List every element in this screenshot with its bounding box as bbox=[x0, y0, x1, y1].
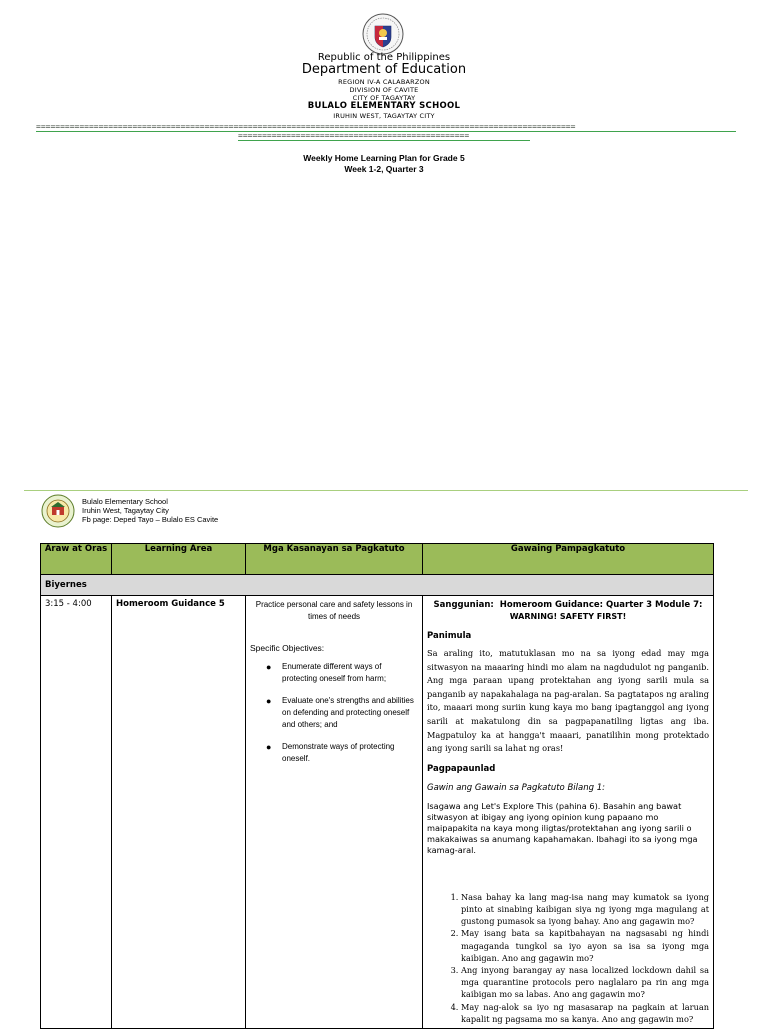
header-learning-area: Learning Area bbox=[112, 544, 246, 575]
learning-plan-table bbox=[40, 543, 714, 1029]
list-item: 2. May isang bata sa kapitbahayan na nagsasabi ng hindi magaganda tungkol sa iyo ayon sa isa sa iyong mga kaibigan. Ano ang gagawin mo? bbox=[461, 927, 709, 964]
school-name: BULALO ELEMENTARY SCHOOL bbox=[307, 101, 461, 111]
footer-fb: Fb page: Deped Tayo – Bulalo ES Cavite bbox=[82, 515, 219, 524]
page-divider bbox=[24, 490, 748, 491]
plan-week: Week 1-2, Quarter 3 bbox=[344, 164, 424, 174]
city-text: CITY OF TAGAYTAY bbox=[352, 94, 416, 102]
list-item: ● Evaluate one's strengths and abilities on defending and protecting oneself and others; and bbox=[266, 696, 414, 729]
header-gawain: Gawaing Pampagkatuto bbox=[423, 544, 714, 575]
separator-line-2: ================================================ bbox=[238, 131, 470, 140]
gawain-instructions: Isagawa ang Let's Explore This (pahina 6). Basahin ang bawat sitwasyon at ibigay ang iyong opinion kung papaano mo maipapakita na kaya mong iligtas/protektahan ang iyong sarili o makakaiwas sa anumang kapahamakan. Ibahagi ito sa iyong mga kamag-aral. bbox=[427, 800, 698, 855]
list-item: 3. Ang inyong barangay ay nasa localized lockdown dahil sa mga quarantine protocols pero naglalaro pa rin ang mga kaibigan mo sa labas. Ano ang gagawin mo? bbox=[461, 964, 709, 1001]
school-logo bbox=[41, 494, 75, 528]
region-text: REGION IV-A CALABARZON bbox=[338, 78, 430, 86]
day-label: Biyernes bbox=[41, 575, 714, 596]
table-row bbox=[41, 596, 714, 1029]
division-text: DIVISION OF CAVITE bbox=[349, 86, 419, 94]
republic-text: Republic of the Philippines bbox=[317, 52, 451, 63]
list-item: ● Enumerate different ways of protecting oneself from harm; bbox=[266, 662, 387, 683]
footer-school: Bulalo Elementary School bbox=[82, 497, 168, 506]
situations-list bbox=[427, 891, 709, 1025]
list-item: ● Demonstrate ways of protecting oneself. bbox=[266, 742, 395, 763]
header-araw: Araw at Oras bbox=[41, 544, 112, 575]
plan-title: Weekly Home Learning Plan for Grade 5 bbox=[303, 153, 465, 163]
bullet-icon: ● bbox=[266, 696, 272, 706]
bullet-icon: ● bbox=[266, 742, 272, 752]
separator-underline-2 bbox=[238, 140, 530, 141]
school-address: IRUHIN WEST, TAGAYTAY CITY bbox=[333, 112, 435, 120]
competency-cell bbox=[246, 596, 423, 1029]
sanggunian: Sanggunian: Homeroom Guidance: Quarter 3 Module 7: WARNING! SAFETY FIRST! bbox=[433, 600, 703, 621]
gawain-label: Gawin ang Gawain sa Pagkatuto Bilang 1: bbox=[427, 782, 605, 793]
specific-objectives-label: Specific Objectives: bbox=[250, 643, 325, 653]
deped-seal-logo bbox=[362, 13, 404, 55]
competency-text: Practice personal care and safety lessons in times of needs bbox=[255, 600, 413, 621]
department-title: Department of Education bbox=[301, 62, 467, 77]
list-item: 4. May nag-alok sa iyo ng masasarap na pagkain at laruan kapalit ng pagsama mo sa kanya. Ano ang gagawin mo? bbox=[461, 1001, 709, 1025]
time-cell: 3:15 - 4:00 bbox=[41, 596, 112, 1029]
list-item: 1. Nasa bahay ka lang mag-isa nang may kumatok sa iyong pinto at sinabing kaibigan siya ng iyong mga magulang at gustong pumasok sa iyong bahay. Ano ang gagawin mo? bbox=[461, 891, 709, 928]
activity-cell bbox=[423, 596, 714, 1029]
bullet-icon: ● bbox=[266, 662, 272, 672]
panimula-heading: Panimula bbox=[427, 631, 472, 641]
header-kasanayan: Mga Kasanayan sa Pagkatuto bbox=[246, 544, 423, 575]
separator-line: ================================================================================================================ bbox=[36, 122, 576, 131]
learning-area-cell: Homeroom Guidance 5 bbox=[112, 596, 246, 1029]
pagpapaunlad-heading: Pagpapaunlad bbox=[427, 763, 496, 774]
footer-location: Iruhin West, Tagaytay City bbox=[82, 506, 169, 515]
panimula-text: Sa araling ito, matutuklasan mo na sa iyong edad may mga sitwasyon na maaaring hindi mo alam na nagdudulot ng panganib. Ang mga paraan upang protektahan ang iyong sarili mula sa panganib ay napakahalaga na pag-aralan. Sa pagtatapos ng araling ito, maaari mong suriin kung kaya mo bang ipagtanggol ang iyong sarili at makatulong din sa pagpapanatiling ligtas ang iba. Magpatuloy ka at hangga't maaari, panatilihin mong protektado ang iyong sarili sa lahat ng oras! bbox=[427, 648, 709, 754]
day-row bbox=[41, 575, 714, 596]
objectives-list bbox=[250, 661, 418, 765]
table-header-row bbox=[41, 544, 714, 575]
